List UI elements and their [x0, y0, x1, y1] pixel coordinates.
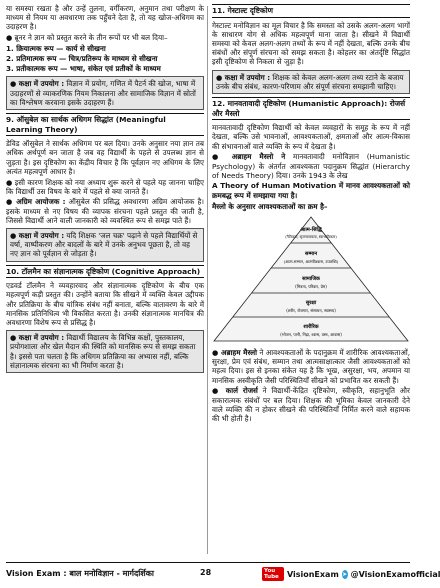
- pyramid-level-name: आत्म-सिद्धि: [300, 227, 322, 234]
- section-paragraph: A Theory of Human Motivation में मानव आवश्यकताओं को क्रमबद्ध रूप में समझाया गया है।: [212, 181, 410, 200]
- bruner-modes-intro: ● ब्रूनर ने ज्ञान को प्रस्तुत करने के तीन रूपों पर भी बल दिया–: [6, 33, 168, 43]
- maslow-label: ● अब्राहम मैस्लो: [212, 348, 257, 358]
- page-number: 28: [200, 568, 212, 577]
- footer-book-title: Vision Exam : बाल मनोविज्ञान - मार्गदर्शिका: [6, 569, 154, 578]
- class-use-text: यदि शिक्षक 'जल चक्र' पढ़ाने से पहले विद्यार्थियों से वर्षा, वाष्पीकरण और बादलों के बारे में उनके अनुभव पूछता है, तो वह नए ज्ञान को पूर्वज्ञान से जोड़ता है।: [10, 231, 198, 259]
- class-use-label: ● कक्षा में उपयोग :: [216, 72, 271, 82]
- maslow-text: मानवतावादी मनोविज्ञान (Humanistic Psychology) के अंतर्गत आवश्यकता पदानुक्रम सिद्धांत (Hierarchy of Needs Theory) दिया। उनके 1943 के लेख: [212, 152, 410, 180]
- maslow-text: ने आवश्यकताओं के पदानुक्रम में शारीरिक आवश्यकताओं, सुरक्षा, प्रेम एवं संबंध, सम्मान तथा आत्मसाक्षात्कार जैसी आवश्यकताओं को महत्व दिया। इस से इनका संकेत यह है कि भूख, असुरक्षा, भय, अपमान या मानसिक अस्वीकृति जैसी परिस्थितियाँ सीखने को प्रभावित कर सकती हैं।: [212, 348, 410, 385]
- section-paragraph: गेस्टाल्ट मनोविज्ञान का मूल विचार है कि समस्ता को उसके अलग-अलग भागों के साधारण योग से अधिक महत्वपूर्ण माना जाता है। सीखने में विद्यार्थी समस्या को केवल अलग-अलग तथ्यों के रूप में नहीं देखता, बल्कि उनके बीच संबंधों और संपूर्ण संरचना को समझ सकता है। कोहलर का अंतर्दृष्टि सिद्धांत इसी दृष्टिकोण से निकला से जुड़ा है।: [212, 20, 410, 67]
- pyramid-level-name: शारीरिक: [303, 324, 319, 331]
- class-use-label: ● कक्षा में उपयोग :: [10, 333, 65, 343]
- column-divider: [207, 6, 208, 554]
- section-paragraph: [212, 152, 410, 180]
- maslow-pyramid: [212, 213, 410, 345]
- section-heading: 11. गेस्टाल्ट दृष्टिकोण: [212, 4, 410, 18]
- class-use-box: [6, 76, 204, 110]
- class-use-box: [6, 330, 204, 373]
- mode-item: 2. प्रतिमात्मक रूप — चित्र/प्रतिरूप के माध्यम से सीखना: [6, 54, 158, 64]
- maslow-label: ● अब्राहम मैस्लो ने: [212, 152, 286, 162]
- pyramid-title: मैस्लो के अनुसार आवश्यकताओं का क्रम है–: [212, 201, 328, 211]
- section-heading: 10. टॉलमैन का संज्ञानात्मक दृष्टिकोण (Cognitive Approach): [6, 265, 204, 279]
- pyramid-level-desc: (आत्म-सम्मान, आत्मविश्वास, उपलब्धि): [283, 259, 339, 265]
- class-use-box: [212, 70, 410, 94]
- section-paragraph: [6, 197, 204, 225]
- advance-organizer-label: ● अग्रिम आयोजक :: [6, 197, 66, 207]
- class-use-box: [6, 228, 204, 262]
- telegram-handle[interactable]: @VisionExamofficial: [350, 569, 440, 579]
- class-use-label: ● कक्षा में उपयोग :: [10, 231, 65, 241]
- section-paragraph: डेविड ऑसुबेल ने सार्थक अधिगम पर बल दिया। उनके अनुसार नया ज्ञान तब अधिक अर्थपूर्ण बन जाता है जब वह विद्यार्थी के पहले से उपलब्ध ज्ञान से जुड़ता है। इस दृष्टिकोण का केंद्रीय विचार है कि पूर्वज्ञान नए अधिगम के लिए अत्यंत महत्वपूर्ण आधार है।: [6, 139, 204, 176]
- section-paragraph: ● इसी कारण शिक्षक को नया अध्याय शुरू करने से पहले यह जानना चाहिए कि विद्यार्थी उस विषय के बारे में पहले से क्या जानते हैं।: [6, 177, 204, 196]
- pyramid-level-desc: (मित्रता, परिवार, प्रेम): [295, 284, 327, 290]
- intro-paragraph: या समस्या रखता है और उन्हें तुलना, वर्गीकरण, अनुमान तथा परीक्षण के माध्यम से नियम या अवधारणा तक पहुँचने देता है, तो यह खोज-अधिगम का उदाहरण है।: [6, 4, 204, 32]
- pyramid-level-name: सुरक्षा: [305, 300, 317, 307]
- rogers-label: ● कार्ल रोजर्स: [212, 386, 258, 396]
- pyramid-level-desc: (भोजन, पानी, निद्रा, श्वास, वस्त्र, आवास): [280, 332, 342, 338]
- class-use-text: विद्यार्थी विद्यालय के विभिन्न कक्षों, पुस्तकालय, प्रयोगशाला और खेल मैदान की स्थिति को मानसिक रूप से समझ सकता है। इससे पता चलता है कि अधिगम प्रतिक्रिया का अभ्यास नहीं, बल्कि संज्ञानात्मक संरचना का भी निर्माण करता है।: [10, 333, 196, 370]
- advance-organizer-text: ऑसुबेल की प्रसिद्ध अवधारणा अग्रिम आयोजक है। इसके माध्यम से नए विषय की व्यापक संरचना पहले प्रस्तुत की जाती है, जिससे विद्यार्थी आने वाली जानकारी को व्यवस्थित रूप से समझ पाते हैं।: [6, 197, 204, 225]
- pyramid-graphic: [212, 213, 410, 345]
- right-column: [212, 4, 410, 425]
- pyramid-level-name: सामाजिक: [302, 276, 320, 283]
- class-use-text: विज्ञान में प्रयोग, गणित में पैटर्न की खोज, भाषा में उदाहरणों से व्याकरणिक नियम निकालना और सामाजिक विज्ञान में स्रोतों का विश्लेषण करवाना इसके उदाहरण हैं।: [10, 79, 196, 107]
- class-use-label: ● कक्षा में उपयोग :: [10, 79, 65, 89]
- left-column: [6, 4, 204, 376]
- section-heading: 12. मानवतावादी दृष्टिकोण (Humanistic Approach): रोजर्स और मैस्लो: [212, 97, 410, 120]
- footer-social: [262, 567, 440, 581]
- mode-item: 1. क्रियात्मक रूप — कार्य से सीखना: [6, 43, 106, 53]
- section-paragraph: मानवतावादी दृष्टिकोण विद्यार्थी को केवल व्यवहारों के समूह के रूप में नहीं देखता, बल्कि उसे भावनाओं, आवश्यकताओं, क्षमताओं और आत्म-विकास की संभावनाओं वाले व्यक्ति के रूप में देखता है।: [212, 123, 410, 151]
- class-use-text: शिक्षक को केवल अलग-अलग तथ्य रटाने के बजाय उनके बीच संबंध, कारण-परिणाम और संपूर्ण संरचना समझानी चाहिए।: [216, 72, 404, 91]
- section-paragraph: [212, 386, 410, 423]
- footer-rule: [6, 562, 410, 563]
- youtube-channel[interactable]: VisionExam: [286, 569, 339, 579]
- page-footer: [0, 562, 440, 584]
- pyramid-level-name: सम्मान: [305, 251, 317, 258]
- mode-item: 3. प्रतीकात्मक रूप — भाषा, संकेत एवं प्रतीकों के माध्यम: [6, 64, 161, 74]
- telegram-icon: ➤: [342, 570, 348, 578]
- pyramid-level-desc: (नैतिकता, सृजनात्मकता, स्वाभाविकता): [285, 235, 337, 240]
- pyramid-level-desc: (शरीर, रोजगार, संसाधन, स्वास्थ्य): [286, 308, 336, 314]
- section-paragraph: एडवर्ड टॉलमैन ने व्यवहारवाद और संज्ञानात्मक दृष्टिकोण के बीच एक महत्वपूर्ण कड़ी प्रस्तुत की। उन्होंने बताया कि सीखने में व्यक्ति केवल उद्दीपक और प्रतिक्रिया के बीच यांत्रिक संबंध नहीं बनाता, बल्कि वातावरण के बारे में मानसिक प्रतिनिधित्व भी विकसित करता है। उनकी संज्ञानात्मक मानचित्र की अवधारणा विशेष रूप से प्रसिद्ध है।: [6, 281, 204, 328]
- section-heading: 9. ऑसुबेल का सार्थक अधिगम सिद्धांत (Meaningful Learning Theory): [6, 113, 204, 136]
- rogers-text: ने विद्यार्थी-केंद्रित दृष्टिकोण, स्वीकृति, सहानुभूति और सकारात्मक संबंधों पर बल दिया। शिक्षक की भूमिका केवल जानकारी देने वाले व्यक्ति की न होकर सीखने की परिस्थितियाँ निर्मित करने वाले सहायक की भी होती है।: [212, 386, 410, 423]
- youtube-icon: You Tube: [262, 567, 284, 581]
- section-paragraph: [212, 348, 410, 385]
